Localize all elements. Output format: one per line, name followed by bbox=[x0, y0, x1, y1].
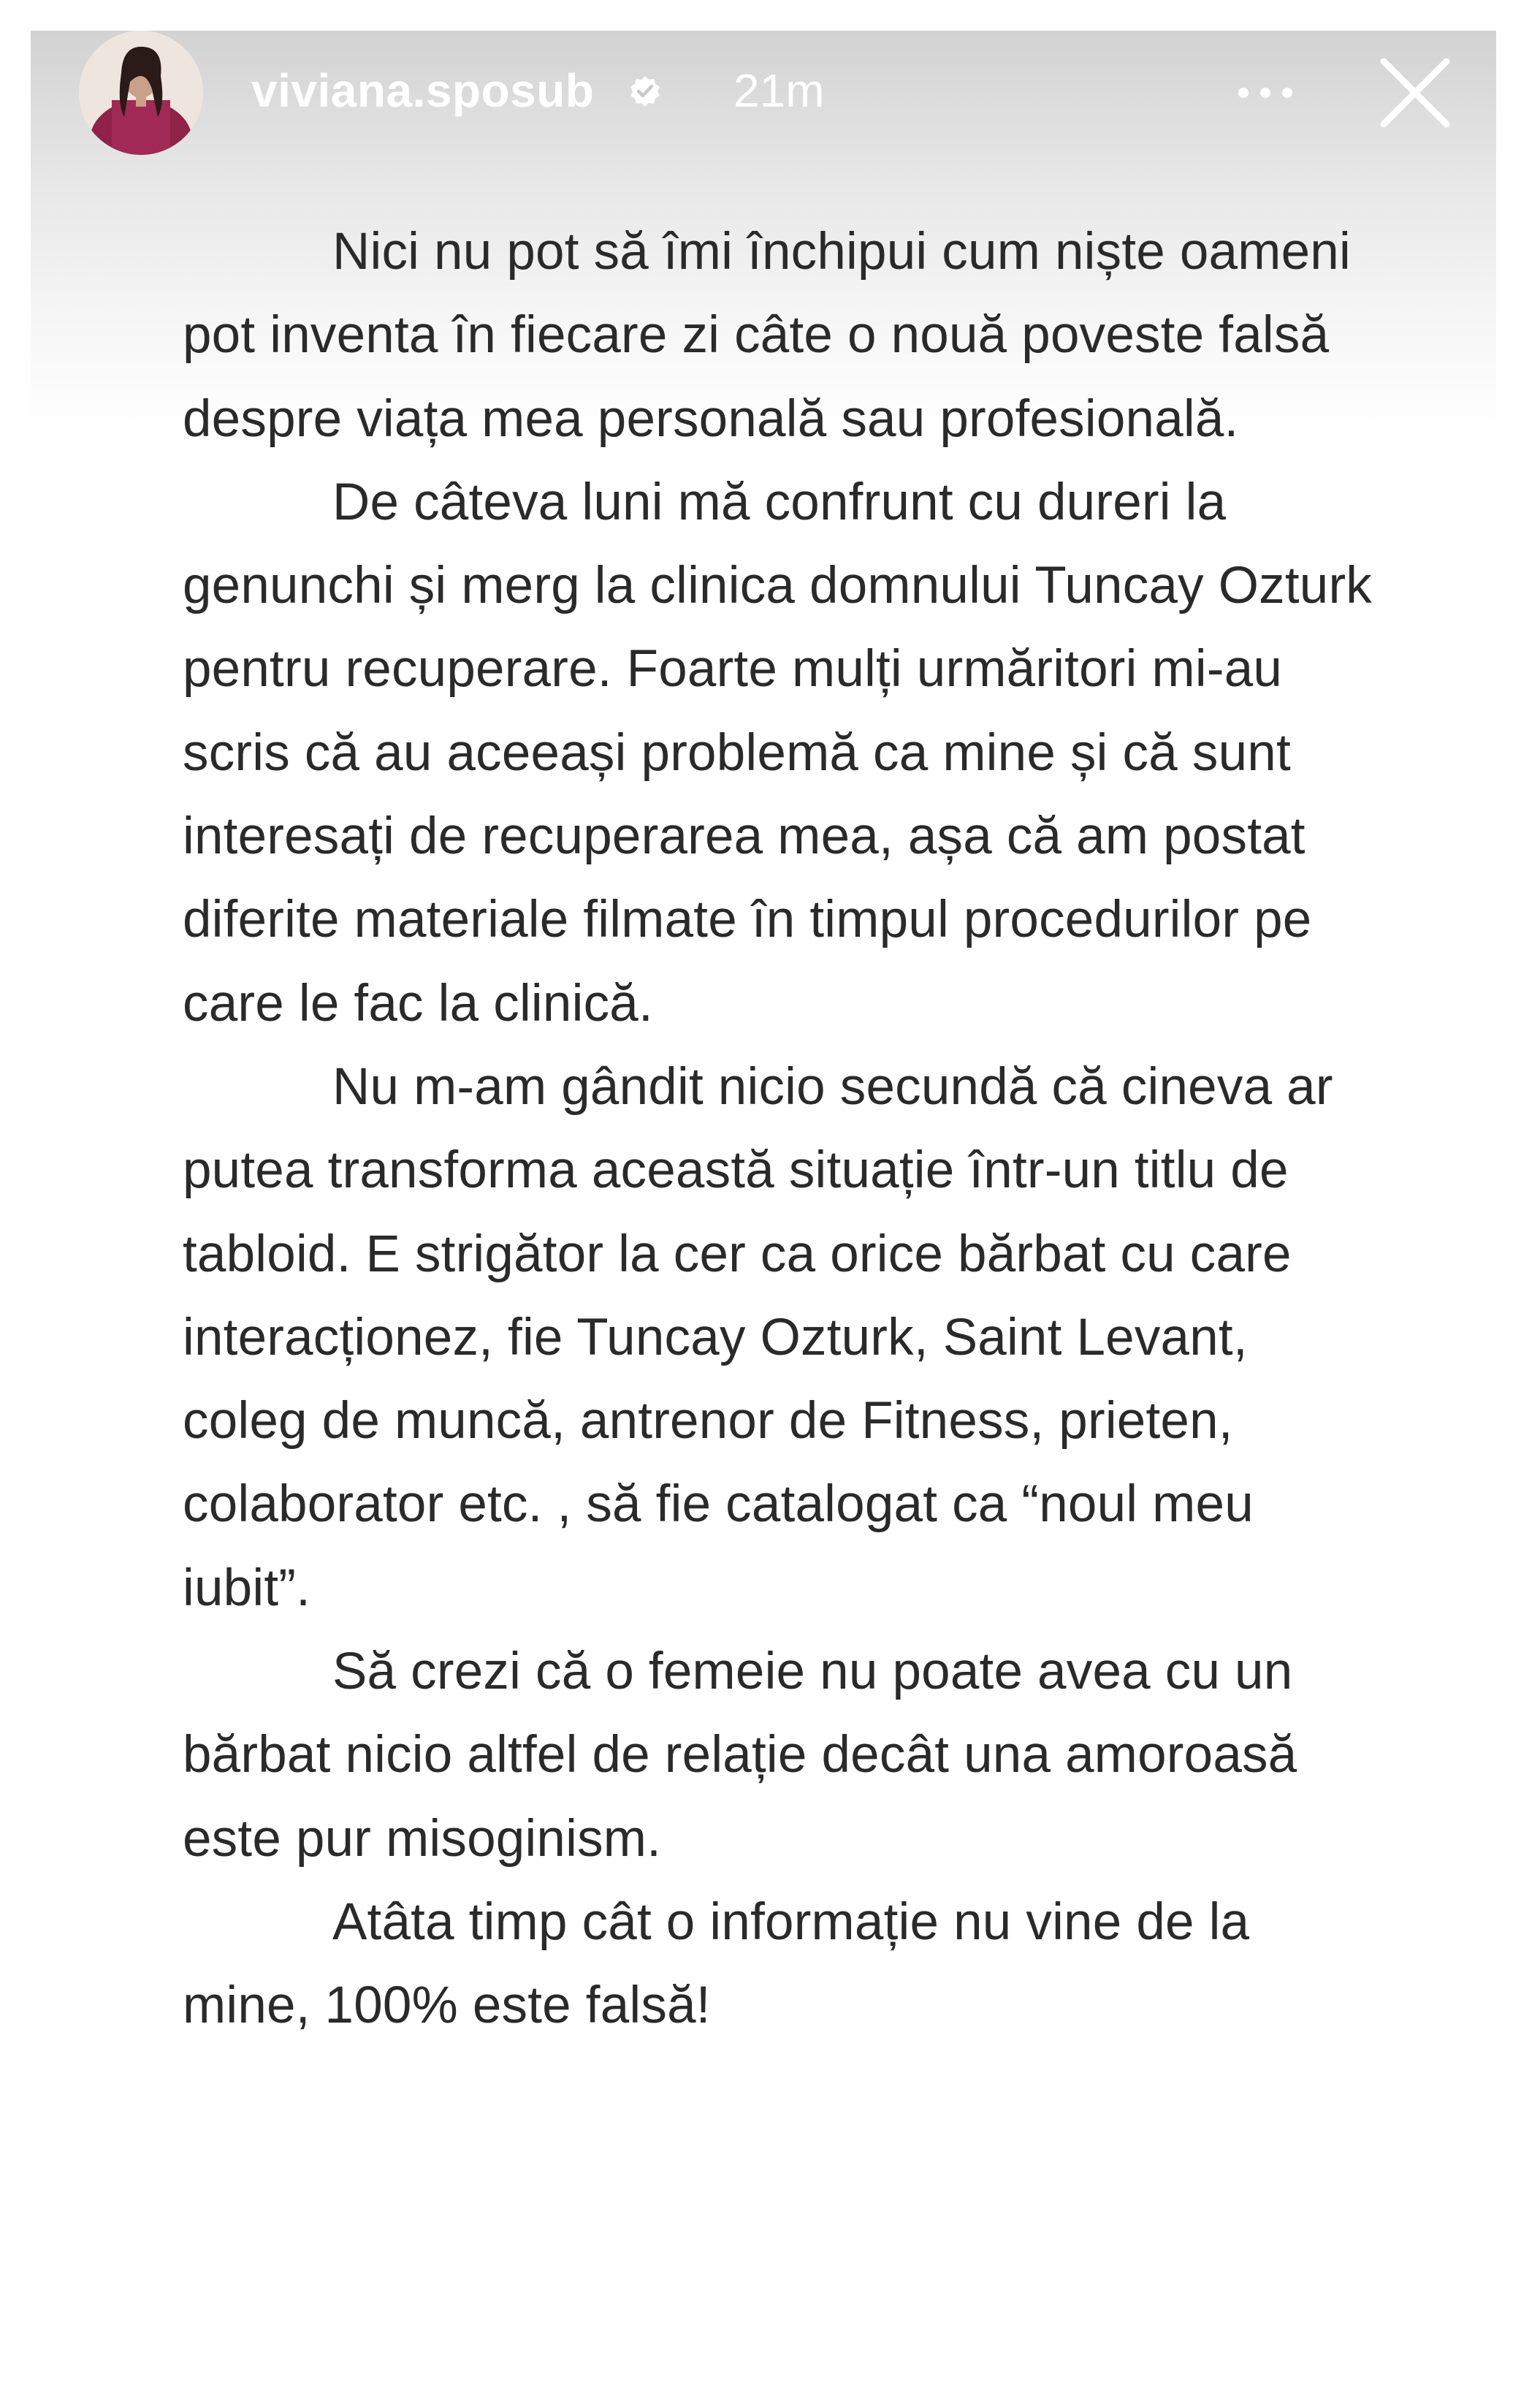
close-icon[interactable] bbox=[1375, 53, 1455, 133]
paragraph: Atâta timp cât o informație nu vine de la mine, 100% este falsă! bbox=[183, 1893, 1250, 2035]
paragraph: Nici nu pot să îmi închipui cum niște oameni pot inventa în fiecare zi câte o nouă poveste falsă despre viața mea personală sau profesională. bbox=[183, 223, 1351, 448]
story-timestamp: 21m bbox=[733, 64, 825, 117]
story-username[interactable]: viviana.sposub bbox=[251, 64, 595, 117]
story-text-block bbox=[183, 210, 1381, 2048]
story-header bbox=[31, 31, 1496, 162]
avatar[interactable] bbox=[79, 31, 203, 155]
more-horizontal-icon[interactable] bbox=[1229, 82, 1302, 104]
profile-photo-icon bbox=[79, 31, 203, 155]
paragraph: Să crezi că o femeie nu poate avea cu un bărbat nicio altfel de relație decât una amoroasă este pur misoginism. bbox=[183, 1643, 1297, 1868]
paragraph: Nu m-am gândit nicio secundă că cineva ar putea transforma această situație într-un titlu de tabloid. E strigător la cer ca orice bărbat cu care interacționez, fie Tuncay Ozturk, Saint Levant, coleg de muncă, antrenor de Fitness, prieten, colaborator etc. , să fie catalogat ca “noul meu iubit”. bbox=[183, 1057, 1333, 1617]
paragraph: De câteva luni mă confrunt cu dureri la genunchi și merg la clinica domnului Tuncay Ozturk pentru recuperare. Foarte mulți urmăritori mi-au scris că au aceeași problemă ca mine și că sunt interesați de recuperarea mea, așa că am postat diferite materiale filmate în timpul procedurilor pe care le fac la clinică. bbox=[183, 473, 1372, 1032]
verified-badge-icon bbox=[628, 75, 662, 108]
instagram-story[interactable] bbox=[31, 31, 1496, 2385]
